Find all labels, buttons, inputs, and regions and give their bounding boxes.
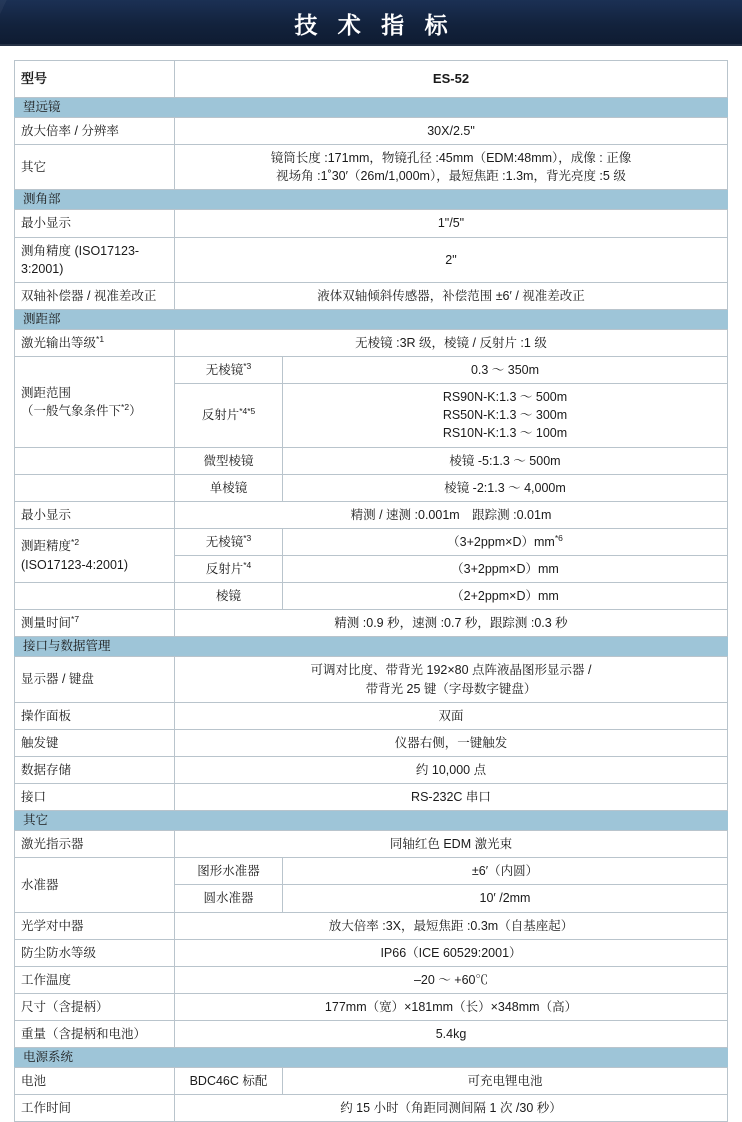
row-value: 177mm（宽）×181mm（长）×348mm（高） — [175, 993, 728, 1020]
row-subheader-footnote: *4 — [243, 559, 252, 570]
row-label-text: 激光输出等级 — [21, 335, 97, 350]
table-row — [15, 501, 728, 528]
table-row — [15, 702, 728, 729]
table-row — [15, 831, 728, 858]
page-banner — [0, 0, 742, 46]
specifications-table — [14, 60, 728, 1122]
section-header-other — [15, 811, 728, 831]
row-label: 显示器 / 键盘 — [15, 657, 175, 702]
row-label — [15, 528, 175, 582]
row-value-line: RS10N-K:1.3 ～ 100m — [442, 426, 568, 441]
row-value: 放大倍率 :3X，最短焦距 :0.3m（自基座起） — [175, 912, 728, 939]
row-value: （3+2ppm×D）mm — [283, 556, 728, 583]
row-value: 双面 — [175, 702, 728, 729]
row-label-text — [21, 537, 168, 555]
table-row — [15, 447, 728, 474]
section-header-interface — [15, 637, 728, 657]
table-row — [15, 1095, 728, 1122]
table-row — [15, 528, 728, 555]
row-label: 触发键 — [15, 729, 175, 756]
row-value: 10′ /2mm — [283, 885, 728, 912]
row-subheader: 棱镜 — [175, 583, 283, 610]
table-row — [15, 657, 728, 702]
row-subheader-text: 无棱镜 — [205, 363, 244, 377]
row-label: 重量（含提柄和电池） — [15, 1021, 175, 1048]
table-row — [15, 912, 728, 939]
section-header-telescope — [15, 98, 728, 118]
row-label: 水准器 — [15, 858, 175, 912]
row-value: 2" — [175, 237, 728, 282]
row-value: 0.3 ～ 350m — [283, 357, 728, 384]
row-value-line: 可调对比度、带背光 192×80 点阵液晶图形显示器 / — [310, 663, 592, 678]
row-value-footnote: *6 — [554, 532, 563, 543]
section-title: 其它 — [15, 811, 728, 831]
row-label: 尺寸（含提柄） — [15, 993, 175, 1020]
row-label: 数据存储 — [15, 756, 175, 783]
table-row — [15, 729, 728, 756]
spec-table-container — [0, 46, 742, 1122]
row-label: 双轴补偿器 / 视准差改正 — [15, 282, 175, 309]
row-value: ±6′（内圆） — [283, 858, 728, 885]
row-value-line: 带背光 25 键（字母数字键盘） — [365, 681, 537, 696]
table-row — [15, 1068, 728, 1095]
row-value: RS-232C 串口 — [175, 784, 728, 811]
row-label: 最小显示 — [15, 501, 175, 528]
table-row — [15, 282, 728, 309]
row-subheader-text: 反射片 — [205, 562, 244, 576]
row-value: 可充电锂电池 — [283, 1068, 728, 1095]
row-value-line: 视场角 :1˚30′（26m/1,000m），最短焦距 :1.3m，背光亮度 :5 级 — [276, 169, 626, 184]
section-header-angle — [15, 190, 728, 210]
row-value: 仪器右侧，一键触发 — [175, 729, 728, 756]
row-value: 棱镜 -5:1.3 ～ 500m — [283, 447, 728, 474]
table-row — [15, 939, 728, 966]
row-label: 防尘防水等级 — [15, 939, 175, 966]
row-value: 精测 :0.9 秒，速测 :0.7 秒，跟踪测 :0.3 秒 — [175, 610, 728, 637]
row-label — [15, 357, 175, 448]
row-label-note — [21, 402, 168, 420]
row-label — [15, 329, 175, 356]
row-subheader-footnote: *3 — [243, 532, 252, 543]
row-value: 棱镜 -2:1.3 ～ 4,000m — [283, 474, 728, 501]
row-value: 无棱镜 :3R 级，棱镜 / 反射片 :1 级 — [175, 329, 728, 356]
table-row — [15, 993, 728, 1020]
row-value: IP66（ICE 60529:2001） — [175, 939, 728, 966]
row-subheader — [175, 528, 283, 555]
row-value-line: 镜筒长度 :171mm，物镜孔径 :45mm（EDM:48mm），成像 : 正像 — [270, 151, 632, 166]
row-value: 1"/5" — [175, 210, 728, 237]
model-value: ES-52 — [175, 61, 728, 98]
section-title: 电源系统 — [15, 1048, 728, 1068]
row-label: 测角精度 (ISO17123-3:2001) — [15, 237, 175, 282]
row-label: 工作时间 — [15, 1095, 175, 1122]
row-value: 30X/2.5" — [175, 118, 728, 145]
row-label: 放大倍率 / 分辨率 — [15, 118, 175, 145]
model-label: 型号 — [15, 61, 175, 98]
table-row — [15, 610, 728, 637]
table-row — [15, 61, 728, 98]
row-value-line: RS90N-K:1.3 ～ 500m — [442, 390, 568, 405]
table-row — [15, 237, 728, 282]
section-header-distance — [15, 309, 728, 329]
row-value: –20 ～ +60℃ — [175, 966, 728, 993]
row-label-note-tail: ） — [129, 403, 142, 418]
table-row — [15, 784, 728, 811]
table-row — [15, 145, 728, 190]
row-subheader-footnote: *4*5 — [239, 406, 256, 417]
row-value: （2+2ppm×D）mm — [283, 583, 728, 610]
table-row — [15, 1021, 728, 1048]
table-row — [15, 357, 728, 384]
row-value: 精测 / 速测 :0.001m 跟踪测 :0.01m — [175, 501, 728, 528]
row-label-main: 测距精度 — [21, 539, 72, 554]
row-value — [283, 528, 728, 555]
row-label — [15, 610, 175, 637]
row-label: 光学对中器 — [15, 912, 175, 939]
row-value: 同轴红色 EDM 激光束 — [175, 831, 728, 858]
table-row — [15, 583, 728, 610]
table-row — [15, 474, 728, 501]
row-label-note-text: （一般气象条件下 — [21, 403, 122, 418]
row-label-footnote: *2 — [71, 537, 80, 548]
row-subheader-footnote: *3 — [243, 360, 252, 371]
row-value — [283, 384, 728, 447]
row-subheader: BDC46C 标配 — [175, 1068, 283, 1095]
row-subheader — [175, 357, 283, 384]
section-title: 测距部 — [15, 309, 728, 329]
row-value — [175, 145, 728, 190]
section-title: 接口与数据管理 — [15, 637, 728, 657]
row-label: 操作面板 — [15, 702, 175, 729]
page-title: 技 术 指 标 — [294, 11, 455, 38]
row-label-footnote: *7 — [71, 614, 80, 625]
row-label-text: 测距范围 — [21, 385, 72, 400]
row-label: 工作温度 — [15, 966, 175, 993]
section-header-power — [15, 1048, 728, 1068]
row-value: 液体双轴倾斜传感器，补偿范围 ±6′ / 视准差改正 — [175, 282, 728, 309]
row-value — [175, 657, 728, 702]
row-value-line: RS50N-K:1.3 ～ 300m — [442, 408, 568, 423]
row-label: 最小显示 — [15, 210, 175, 237]
table-row — [15, 118, 728, 145]
row-label-footnote: *1 — [96, 333, 105, 344]
row-label-spacer — [15, 474, 175, 501]
row-subheader — [175, 556, 283, 583]
row-label-footnote: *2 — [121, 401, 130, 412]
row-label: 电池 — [15, 1068, 175, 1095]
row-label: 其它 — [15, 145, 175, 190]
table-row — [15, 210, 728, 237]
row-value: 5.4kg — [175, 1021, 728, 1048]
row-label: 激光指示器 — [15, 831, 175, 858]
row-subheader-text: 反射片 — [201, 408, 240, 423]
row-subheader: 图形水准器 — [175, 858, 283, 885]
row-label: 接口 — [15, 784, 175, 811]
row-value: 约 10,000 点 — [175, 756, 728, 783]
row-value: 约 15 小时（角距同测间隔 1 次 /30 秒） — [175, 1095, 728, 1122]
table-row — [15, 756, 728, 783]
row-label-note: (ISO17123-4:2001) — [21, 557, 129, 572]
table-row — [15, 858, 728, 885]
table-row — [15, 329, 728, 356]
row-subheader — [175, 384, 283, 447]
section-title: 测角部 — [15, 190, 728, 210]
row-subheader-text: 无棱镜 — [205, 534, 244, 549]
row-subheader: 圆水准器 — [175, 885, 283, 912]
row-label-spacer — [15, 447, 175, 474]
row-subheader: 单棱镜 — [175, 474, 283, 501]
row-value-text: （3+2ppm×D）mm — [447, 534, 555, 549]
row-subheader: 微型棱镜 — [175, 447, 283, 474]
row-label-spacer — [15, 583, 175, 610]
row-label-text: 测量时间 — [21, 616, 72, 631]
section-title: 望远镜 — [15, 98, 728, 118]
table-row — [15, 966, 728, 993]
